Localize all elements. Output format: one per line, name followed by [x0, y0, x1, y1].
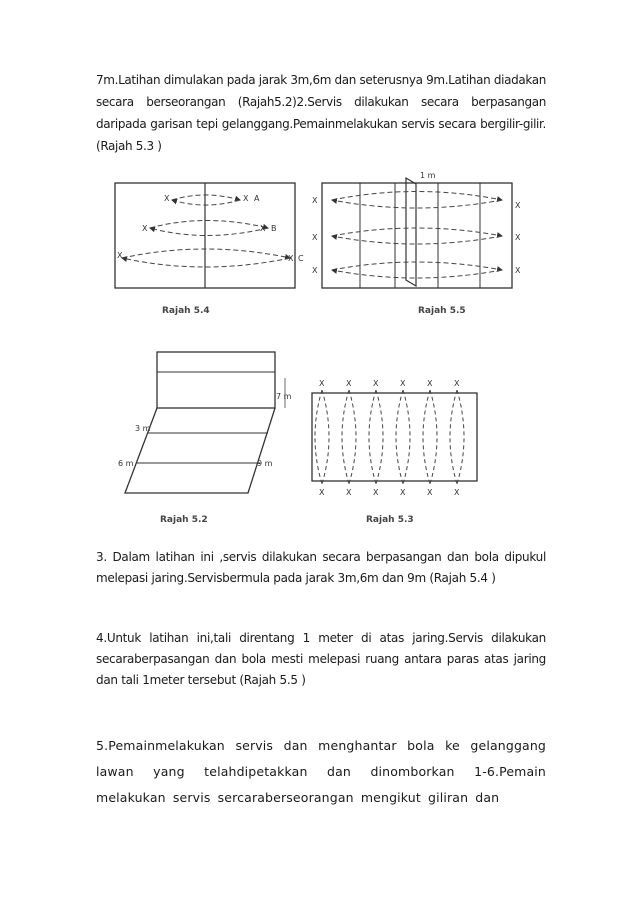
player-mark: X	[400, 379, 406, 388]
pass-arrow-c-return	[122, 258, 290, 267]
rajah-5-5-diagram	[312, 171, 521, 316]
net-with-rope	[406, 178, 416, 286]
paragraph-intro: 7m.Latihan dimulakan pada jarak 3m,6m dan seterusnya 9m.Latihan diadakan secara berseorangan (Rajah5.2)2.Servis dilakukan secara berpasangan daripada garisan tepi gelanggang.Pemainmelakukan servis secara bergilir-gilir. (Rajah 5.3 )	[96, 73, 546, 153]
net-panel	[157, 352, 275, 408]
player-mark: X	[373, 379, 379, 388]
rajah-5-3-diagram	[312, 379, 477, 525]
player-mark: X	[164, 194, 170, 203]
distance-label-3m: 3 m	[135, 424, 151, 433]
paragraph-step-5: 5.Pemainmelakukan servis dan menghantar bola ke gelanggang lawan yang telahdipetakkan dan dinomborkan 1-6.Pemain melakukan servis sercaraberseorangan mengikut giliran dan	[96, 738, 546, 805]
height-label: 7 m	[276, 392, 292, 401]
rajah-5-2-diagram	[118, 352, 292, 525]
player-mark: X	[515, 233, 521, 242]
player-mark: X	[515, 201, 521, 210]
player-mark: X	[427, 488, 433, 497]
rope-height-label: 1 m	[420, 171, 436, 180]
rajah-5-4-diagram	[115, 183, 304, 316]
caption-rajah-5-3: Rajah 5.3	[366, 515, 414, 525]
diagram-canvas	[100, 168, 540, 533]
pass-arrow-b	[150, 221, 268, 229]
court-outline	[312, 393, 477, 481]
rajah-figures	[100, 168, 540, 533]
court-outline	[322, 183, 512, 288]
caption-rajah-5-5: Rajah 5.5	[418, 306, 466, 316]
player-mark: X	[319, 379, 325, 388]
player-mark: X	[454, 379, 460, 388]
player-mark: X	[243, 194, 249, 203]
distance-label-9m: 9 m	[257, 459, 273, 468]
court-floor	[125, 408, 275, 493]
player-mark: X	[319, 488, 325, 497]
paragraph-step-4: 4.Untuk latihan ini,tali direntang 1 meter di atas jaring.Servis dilakukan secaraberpasangan dan bola mesti melepasi ruang antara paras atas jaring dan tali 1meter tersebut (Rajah 5.5 )	[96, 631, 546, 687]
pass-arrow-a	[172, 195, 240, 200]
player-mark: X	[312, 196, 318, 205]
player-mark: X	[117, 251, 123, 260]
player-mark: X	[312, 233, 318, 242]
position-label-a: A	[254, 194, 260, 203]
player-mark: X	[346, 488, 352, 497]
player-mark: X	[288, 254, 294, 263]
player-mark: X	[346, 379, 352, 388]
caption-rajah-5-4: Rajah 5.4	[162, 306, 210, 316]
pass-arrow-b-return	[150, 228, 268, 236]
player-mark: X	[400, 488, 406, 497]
player-mark: X	[142, 224, 148, 233]
player-mark: X	[454, 488, 460, 497]
player-mark: X	[312, 266, 318, 275]
distance-label-6m: 6 m	[118, 459, 134, 468]
position-label-b: B	[271, 224, 277, 233]
player-mark: X	[427, 379, 433, 388]
player-mark: X	[515, 266, 521, 275]
position-label-c: C	[298, 254, 304, 263]
player-mark: X	[260, 224, 266, 233]
pass-arrow-a-return	[172, 200, 240, 205]
paragraph-step-3: 3. Dalam latihan ini ,servis dilakukan secara berpasangan dan bola dipukul melepasi jaring.Servisbermula pada jarak 3m,6m dan 9m (Rajah 5.4 )	[96, 550, 546, 585]
pass-arrow-c	[122, 249, 290, 258]
caption-rajah-5-2: Rajah 5.2	[160, 515, 208, 525]
player-mark: X	[373, 488, 379, 497]
